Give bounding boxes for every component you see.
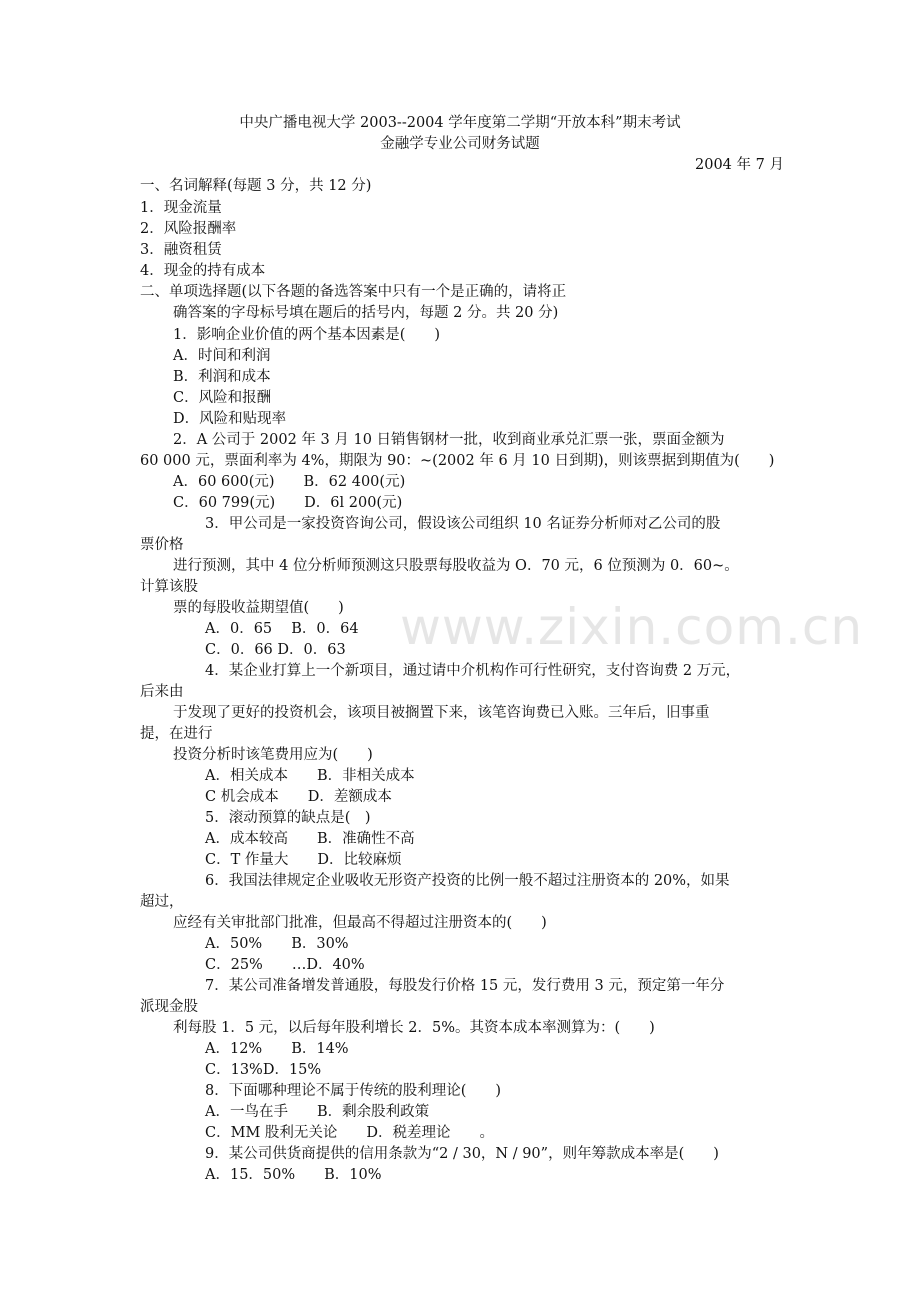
options-row: C．25% …D．40% — [205, 957, 365, 973]
exam-title: 中央广播电视大学 2003--2004 学年度第二学期“开放本科”期末考试 — [239, 115, 681, 131]
question-4-stem-cont: 提，在进行 — [140, 726, 213, 742]
options-row: C．MM 股利无关论 D．税差理论 。 — [205, 1125, 495, 1141]
question-7-stem-cont: 派现金股 — [140, 999, 198, 1015]
question-3-stem-cont: 票的每股收益期望值( ) — [173, 600, 344, 616]
options-row: A．15．50% B．10% — [205, 1167, 382, 1183]
option: B．利润和成本 — [173, 369, 271, 385]
question-4-stem-cont: 后来由 — [140, 684, 184, 700]
question-4-stem-cont: 投资分析时该笔费用应为( ) — [173, 747, 373, 763]
question-7-stem: 7．某公司准备增发普通股，每股发行价格 15 元，发行费用 3 元，预定第一年分 — [205, 978, 725, 994]
question-8-stem: 8．下面哪种理论不属于传统的股利理论( ) — [205, 1083, 502, 1099]
options-row: A．0．65 B．0．64 — [205, 621, 359, 637]
options-row: C．T 作量大 D．比较麻烦 — [205, 852, 402, 868]
options-row: A．一鸟在手 B．剩余股利政策 — [205, 1104, 430, 1120]
options-row: A．成本较高 B．准确性不高 — [205, 831, 415, 847]
term-item: 3．融资租赁 — [140, 242, 222, 258]
term-item: 2．风险报酬率 — [140, 221, 237, 237]
option: A．时间和利润 — [173, 348, 271, 364]
question-4-stem: 4．某企业打算上一个新项目，通过请中介机构作可行性研究，支付咨询费 2 万元， — [205, 663, 741, 679]
question-3-stem: 3．甲公司是一家投资咨询公司，假设该公司组织 10 名证券分析师对乙公司的股 — [205, 516, 721, 532]
options-row: C．13%D．15% — [205, 1062, 322, 1078]
exam-date: 2004 年 7 月 — [695, 157, 784, 173]
section2-heading: 二、单项选择题(以下各题的备选答案中只有一个是正确的，请将正 — [140, 284, 567, 300]
options-row: C．60 799(元) D．6l 200(元) — [173, 495, 403, 511]
exam-subtitle: 金融学专业公司财务试题 — [380, 136, 540, 152]
options-row: C 机会成本 D．差额成本 — [205, 789, 392, 805]
options-row: A．相关成本 B．非相关成本 — [205, 768, 415, 784]
section2-heading-cont: 确答案的字母标号填在题后的括号内，每题 2 分。共 20 分) — [173, 305, 559, 321]
question-6-stem-cont: 应经有关审批部门批准，但最高不得超过注册资本的( ) — [173, 915, 547, 931]
options-row: A．60 600(元) B．62 400(元) — [173, 474, 406, 490]
question-3-stem-cont: 进行预测，其中 4 位分析师预测这只股票每股收益为 O．70 元，6 位预测为 0．60~。 — [173, 558, 739, 574]
question-4-stem-cont: 于发现了更好的投资机会，该项目被搁置下来，该笔咨询费已入账。三年后，旧事重 — [173, 705, 710, 721]
question-1-stem: 1．影响企业价值的两个基本因素是( ) — [173, 327, 441, 343]
question-6-stem: 6．我国法律规定企业吸收无形资产投资的比例一般不超过注册资本的 20%，如果 — [205, 873, 730, 889]
term-item: 4．现金的持有成本 — [140, 263, 266, 279]
question-2-stem-cont: 60 000 元，票面利率为 4%，期限为 90：~(2002 年 6 月 10 日到期)，则该票据到期值为( ) — [140, 453, 775, 469]
question-3-stem-cont: 计算该股 — [140, 579, 198, 595]
options-row: A．12% B．14% — [205, 1041, 349, 1057]
option: D．风险和贴现率 — [173, 411, 287, 427]
question-9-stem: 9．某公司供货商提供的信用条款为“2 / 30，N / 90”，则年筹款成本率是( ) — [205, 1146, 719, 1162]
watermark: www.zixin.com.cn — [400, 598, 864, 656]
options-row: C．0．66 D．0．63 — [205, 642, 346, 658]
question-6-stem-cont: 超过， — [140, 894, 184, 910]
question-2-stem: 2．A 公司于 2002 年 3 月 10 日销售钢材一批，收到商业承兑汇票一张，票面金额为 — [173, 432, 725, 448]
question-7-stem-cont: 利每股 1．5 元，以后每年股利增长 2．5%。其资本成本率测算为：( ) — [173, 1020, 655, 1036]
section1-heading: 一、名词解释(每题 3 分，共 12 分) — [140, 178, 372, 194]
term-item: 1．现金流量 — [140, 200, 222, 216]
question-3-stem-cont: 票价格 — [140, 537, 184, 553]
question-5-stem: 5．滚动预算的缺点是( ) — [205, 810, 371, 826]
option: C．风险和报酬 — [173, 390, 272, 406]
options-row: A．50% B．30% — [205, 936, 349, 952]
